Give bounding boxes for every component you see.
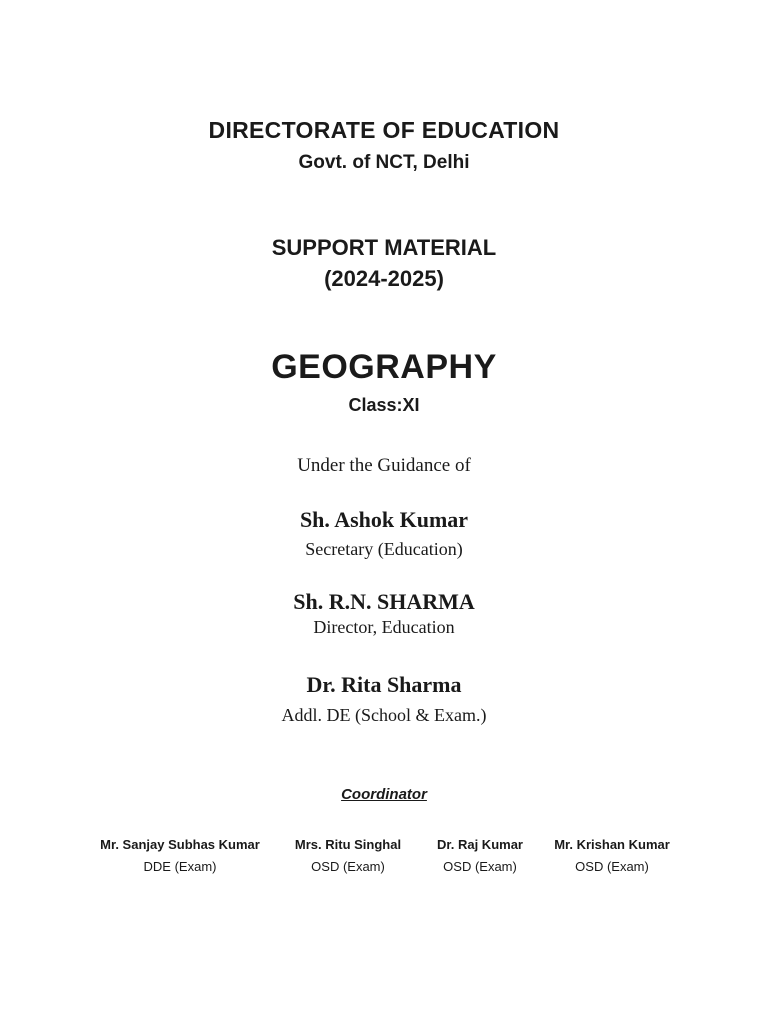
guidance-person-name: Sh. R.N. SHARMA bbox=[293, 589, 475, 614]
coordinator-role: OSD (Exam) bbox=[575, 859, 649, 874]
guidance-person-name: Dr. Rita Sharma bbox=[306, 672, 462, 697]
org-subtitle: Govt. of NCT, Delhi bbox=[298, 152, 470, 173]
coordinator-member bbox=[295, 838, 401, 873]
coordinator-member bbox=[554, 838, 670, 873]
coordinator-name: Mrs. Ritu Singhal bbox=[294, 837, 402, 852]
guidance-person-role: Secretary (Education) bbox=[305, 539, 463, 559]
org-name: DIRECTORATE OF EDUCATION bbox=[208, 117, 560, 143]
guidance-person-name: Sh. Ashok Kumar bbox=[299, 507, 469, 532]
coordinator-member bbox=[100, 838, 260, 873]
subject-title: GEOGRAPHY bbox=[271, 348, 497, 386]
material-title: SUPPORT MATERIAL bbox=[271, 235, 497, 260]
coordinator-role: DDE (Exam) bbox=[143, 859, 217, 874]
material-year: (2024-2025) bbox=[324, 266, 444, 291]
guidance-person-role: Director, Education bbox=[313, 617, 455, 637]
coordinator-member bbox=[437, 838, 523, 873]
coordinator-name: Mr. Krishan Kumar bbox=[554, 837, 670, 852]
guidance-person-role: Addl. DE (School & Exam.) bbox=[281, 705, 487, 725]
coordinator-heading: Coordinator bbox=[341, 786, 427, 803]
coordinator-name: Mr. Sanjay Subhas Kumar bbox=[100, 837, 260, 852]
coordinator-role: OSD (Exam) bbox=[443, 859, 517, 874]
coordinator-name: Dr. Raj Kumar bbox=[437, 837, 523, 852]
coordinator-role: OSD (Exam) bbox=[311, 859, 385, 874]
guidance-label: Under the Guidance of bbox=[297, 455, 471, 476]
class-label: Class:XI bbox=[348, 395, 420, 415]
